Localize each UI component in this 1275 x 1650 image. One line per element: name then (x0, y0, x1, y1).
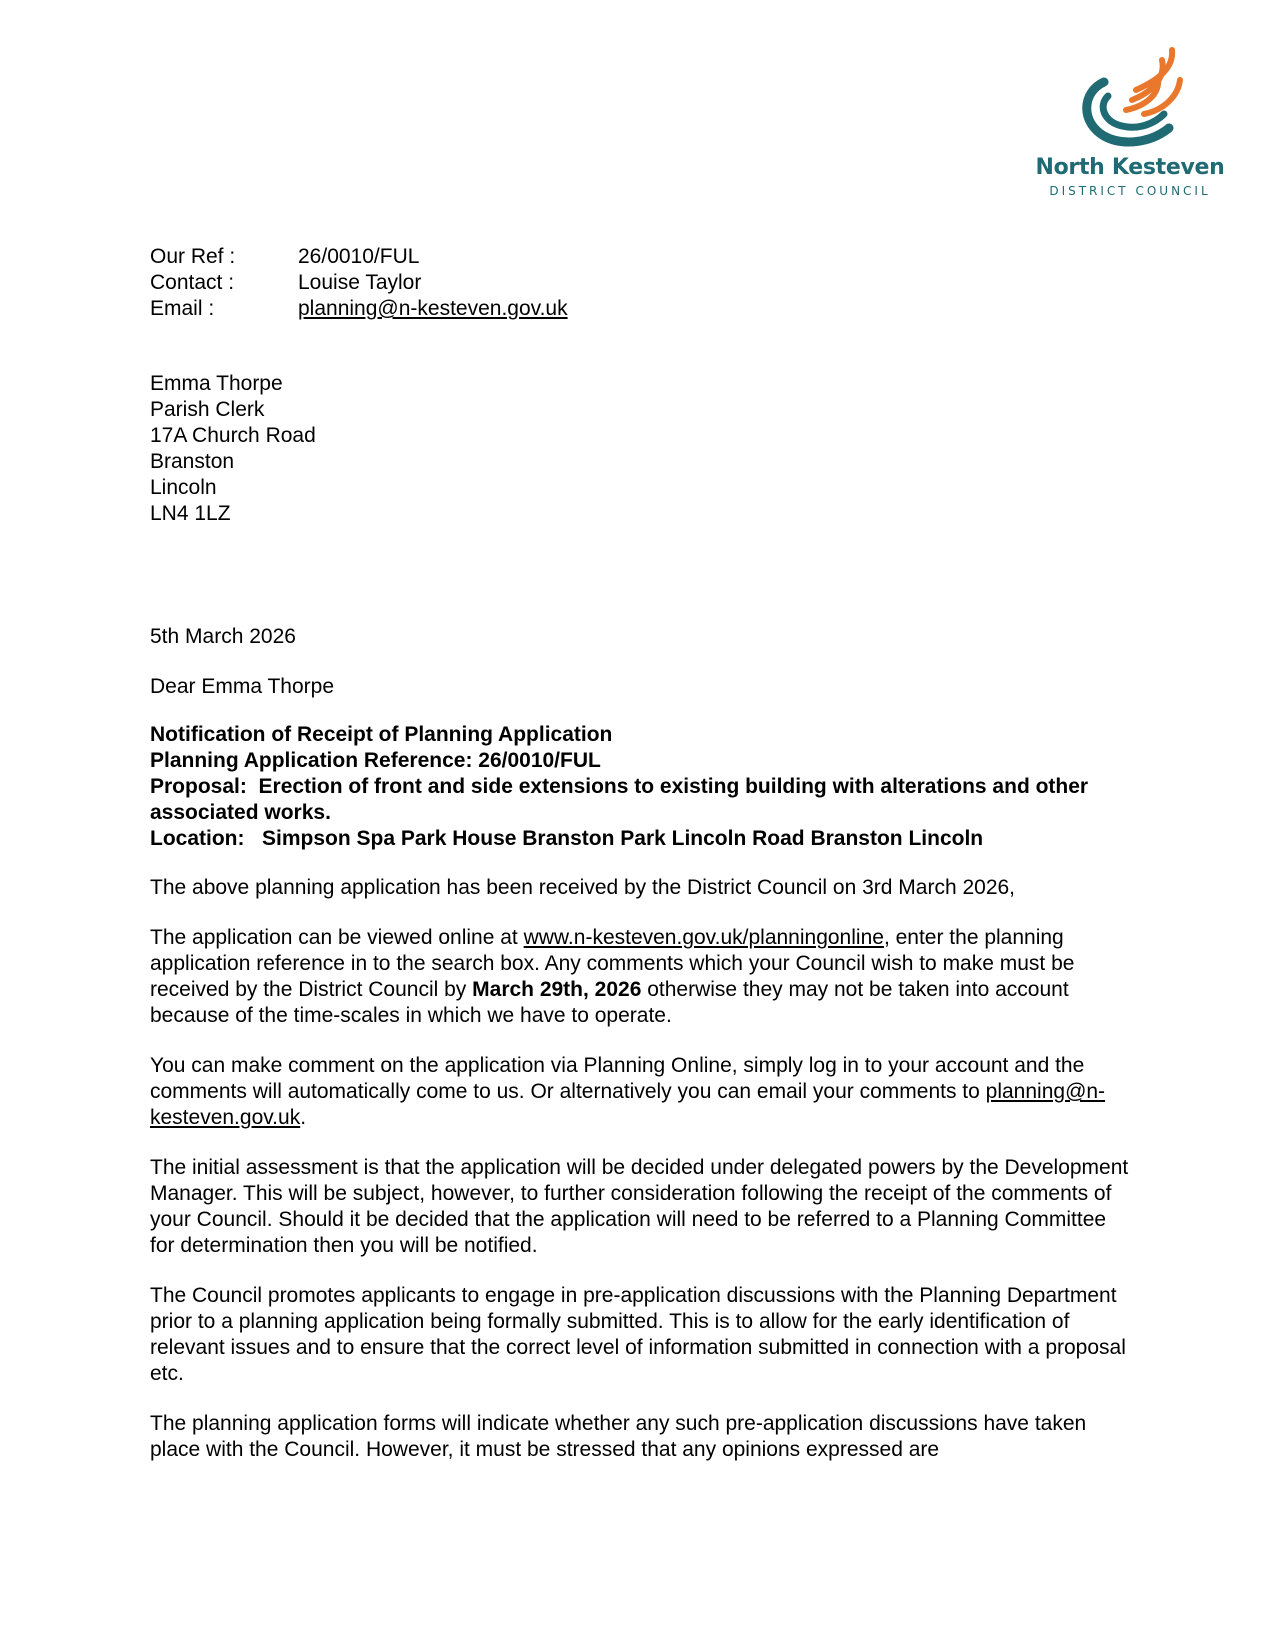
recipient-town: Lincoln (150, 476, 217, 499)
contact-label: Contact : (150, 271, 235, 294)
ref-label: Our Ref : (150, 245, 236, 268)
proposal-text: Erection of front and side extensions to existing building with alterations and other associated works. (150, 775, 1089, 824)
heading-proposal (150, 774, 1110, 826)
ref-row-contact (150, 270, 568, 296)
location-text: Simpson Spa Park House Branston Park Lincoln Road Branston Lincoln (262, 827, 984, 850)
p2-text-c: otherwise they may not be taken into account because of the time-scales in which we have to operate. (150, 978, 1069, 1027)
heading-title: Notification of Receipt of Planning Application (150, 723, 613, 746)
council-subtitle: DISTRICT COUNCIL (1049, 184, 1211, 198)
recipient-address (150, 371, 316, 527)
email-label: Email : (150, 297, 215, 320)
contact-value: Louise Taylor (298, 271, 422, 294)
p2-text-b: , enter the planning application reference in to the search box. Any comments which your Council wish to make must be received by the District Council by (150, 926, 1075, 1001)
ref-row-our-ref (150, 244, 568, 270)
paragraph-comment (150, 1053, 1130, 1131)
p2-text-a: The application can be viewed online at (150, 926, 524, 949)
ref-row-email (150, 296, 568, 322)
salutation: Dear Emma Thorpe (150, 675, 335, 698)
subject-heading (150, 722, 1110, 852)
recipient-name: Emma Thorpe (150, 372, 283, 395)
ref-value: 26/0010/FUL (298, 245, 420, 268)
council-logo (1030, 40, 1230, 200)
recipient-village: Branston (150, 450, 235, 473)
swirl-logo-icon (1074, 44, 1186, 149)
reference-block (150, 244, 568, 322)
p3-text-b: . (300, 1106, 307, 1129)
paragraph-pre-application: The Council promotes applicants to engage in pre-application discussions with the Planning Department prior to a planning application being formally submitted. This is to allow for the early identification of relevant issues and to ensure that the correct level of information submitted in connection with a proposal etc. (150, 1284, 1126, 1385)
paragraph-view-online (150, 925, 1130, 1029)
deadline-date: March 29th, 2026 (472, 978, 642, 1001)
paragraph-assessment: The initial assessment is that the application will be decided under delegated powers by the Development Manager. This will be subject, however, to further consideration following the receipt of the comments of your Council. Should it be decided that the application will need to be referred to a Planning Committee for determination then you will be notified. (150, 1156, 1129, 1257)
p3-text-a: You can make comment on the application via Planning Online, simply log in to your account and the comments will automatically come to us. Or alternatively you can email your comments to (150, 1054, 1085, 1103)
recipient-postcode: LN4 1LZ (150, 502, 231, 525)
recipient-role: Parish Clerk (150, 398, 265, 421)
council-name: North Kesteven (1035, 155, 1225, 180)
heading-reference: Planning Application Reference: 26/0010/FUL (150, 749, 601, 772)
letter-body (150, 875, 1130, 1487)
location-label: Location: (150, 827, 245, 850)
email-link[interactable]: planning@n-kesteven.gov.uk (298, 297, 568, 320)
paragraph-forms: The planning application forms will indicate whether any such pre-application discussions have taken place with the Council. However, it must be stressed that any opinions expressed are (150, 1412, 1087, 1461)
planning-online-link[interactable]: www.n-kesteven.gov.uk/planningonline (523, 926, 884, 949)
planning-email-link[interactable]: planning@n-kesteven.gov.uk (150, 1080, 1106, 1129)
heading-location (150, 826, 1110, 852)
letter-date: 5th March 2026 (150, 625, 296, 648)
paragraph-received: The above planning application has been received by the District Council on 3rd March 2026, (150, 876, 1016, 899)
proposal-label: Proposal: (150, 775, 247, 798)
recipient-street: 17A Church Road (150, 424, 316, 447)
